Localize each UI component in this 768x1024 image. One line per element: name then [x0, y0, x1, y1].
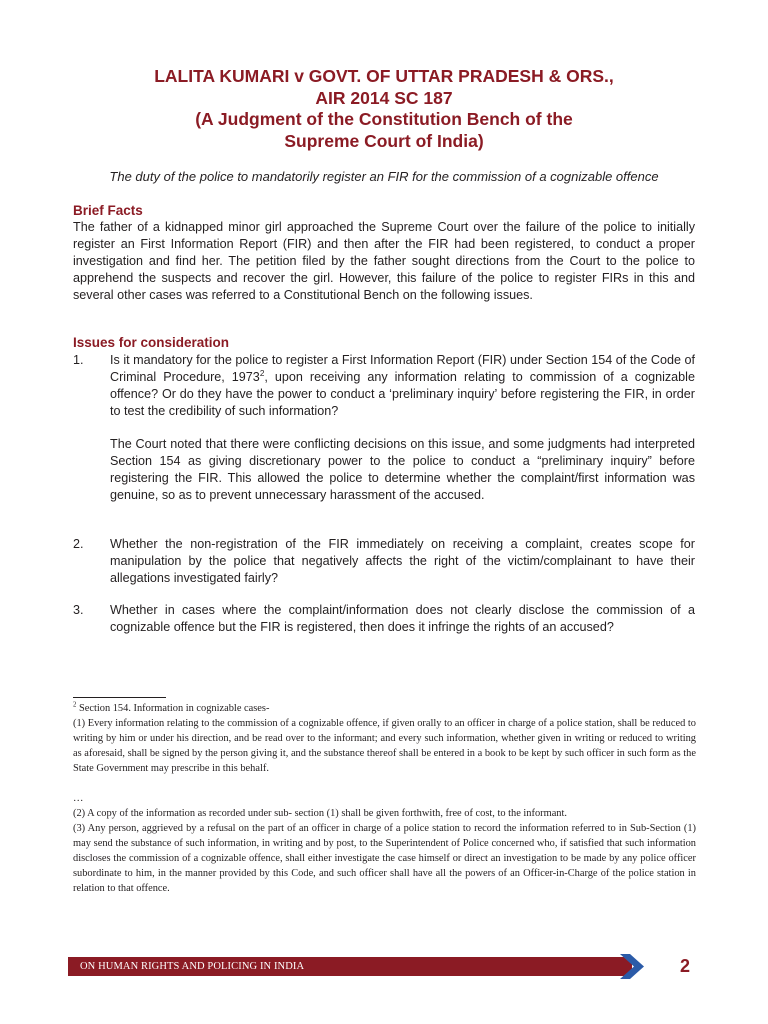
issue-number-3: 3.: [73, 603, 84, 617]
footnote-ellipsis: …: [73, 793, 84, 804]
issue-text-3: Whether in cases where the complaint/information does not clearly disclose the commission of a cognizable offence but the FIR is registered, then does it infringe the rights of an accused?: [110, 603, 695, 634]
page-number: 2: [680, 956, 691, 976]
chevron-right-icon: [620, 954, 646, 979]
issue-text-1: [110, 352, 695, 420]
footnote-reference: 2: [259, 368, 265, 378]
brief-facts-heading: Brief Facts: [73, 203, 143, 218]
issue-text-2: Whether the non-registration of the FIR immediately on receiving a complaint, creates scope for manipulation by the police that negatively affects the right of the victim/complainant to have their allegations investigated fairly?: [110, 537, 695, 585]
footer-text: ON HUMAN RIGHTS AND POLICING IN INDIA: [80, 961, 305, 972]
footnote-title-text: Section 154. Information in cognizable cases-: [76, 703, 270, 714]
document-title: [60, 66, 708, 152]
issue-1-text-end: , upon receiving any information relating to commission of a cognizable offence? Or do they have the power to conduct a ‘preliminary inquiry’ before registering the FIR, in order to test the credibility of such information?: [110, 369, 695, 418]
issue-number-2: 2.: [73, 537, 84, 551]
title-line-1: LALITA KUMARI v GOVT. OF UTTAR PRADESH & ORS.,: [154, 66, 614, 86]
title-line-3: (A Judgment of the Constitution Bench of the: [195, 109, 573, 129]
issue-number-1: 1.: [73, 353, 84, 367]
document-subtitle: The duty of the police to mandatorily register an FIR for the commission of a cognizable offence: [109, 169, 659, 184]
issue-1-text-start: Is it mandatory for the police to register a First Information Report (FIR) under Section 154 of the Code of Criminal Procedure, 1973: [110, 353, 695, 384]
title-line-4: Supreme Court of India): [284, 130, 484, 151]
footnote-marker: 2: [73, 701, 77, 709]
footnote-clause-2: (2) A copy of the information as recorded under sub- section (1) shall be given forthwith, free of cost, to the informant.: [73, 808, 567, 819]
title-line-2: AIR 2014 SC 187: [315, 87, 453, 108]
brief-facts-text: The father of a kidnapped minor girl approached the Supreme Court over the failure of the police to initially register an First Information Report (FIR) and then after the FIR had been registered, to conduct a proper investigation and find her. The petition filed by the father sought directions from the Court to the police to apprehend the suspects and recover the girl. However, this failure of the police to register FIRs in this and several other cases was referred to a Constitutional Bench on the following issues.: [73, 220, 695, 302]
issue-1-court-note: The Court noted that there were conflicting decisions on this issue, and some judgments had interpreted Section 154 as giving discretionary power to the police to conduct a “preliminary inquiry” before registering the FIR. This allowed the police to determine whether the complaint/first information was genuine, so as to prevent unnecessary harassment of the accused.: [110, 437, 695, 502]
footnote-divider: [73, 697, 166, 698]
issues-heading: Issues for consideration: [73, 335, 230, 350]
footnote-clause-3: (3) Any person, aggrieved by a refusal on the part of an officer in charge of a police station to record the information referred to in Sub-Section (1) may send the substance of such information, in writing and by post, to the Superintendent of Police concerned who, if satisfied that such information discloses the commission of a cognizable offence, shall either investigate the case himself or direct an investigation to be made by any police officer subordinate to him, in the manner provided by this Code, and such officer shall have all the powers of an Officer-in-Charge of the police station in relation to that offence.: [73, 823, 696, 894]
footnote-title: [73, 701, 696, 716]
footnote-clause-1: (1) Every information relating to the commission of a cognizable offence, if given orally to an officer in charge of a police station, shall be reduced to writing by him or under his direction, and be read over to the informant; and every such information, whether given in writing or reduced to writing as aforesaid, shall be signed by the person giving it, and the substance thereof shall be entered in a book to be kept by such officer in such form as the State Government may prescribe in this behalf.: [73, 718, 696, 774]
